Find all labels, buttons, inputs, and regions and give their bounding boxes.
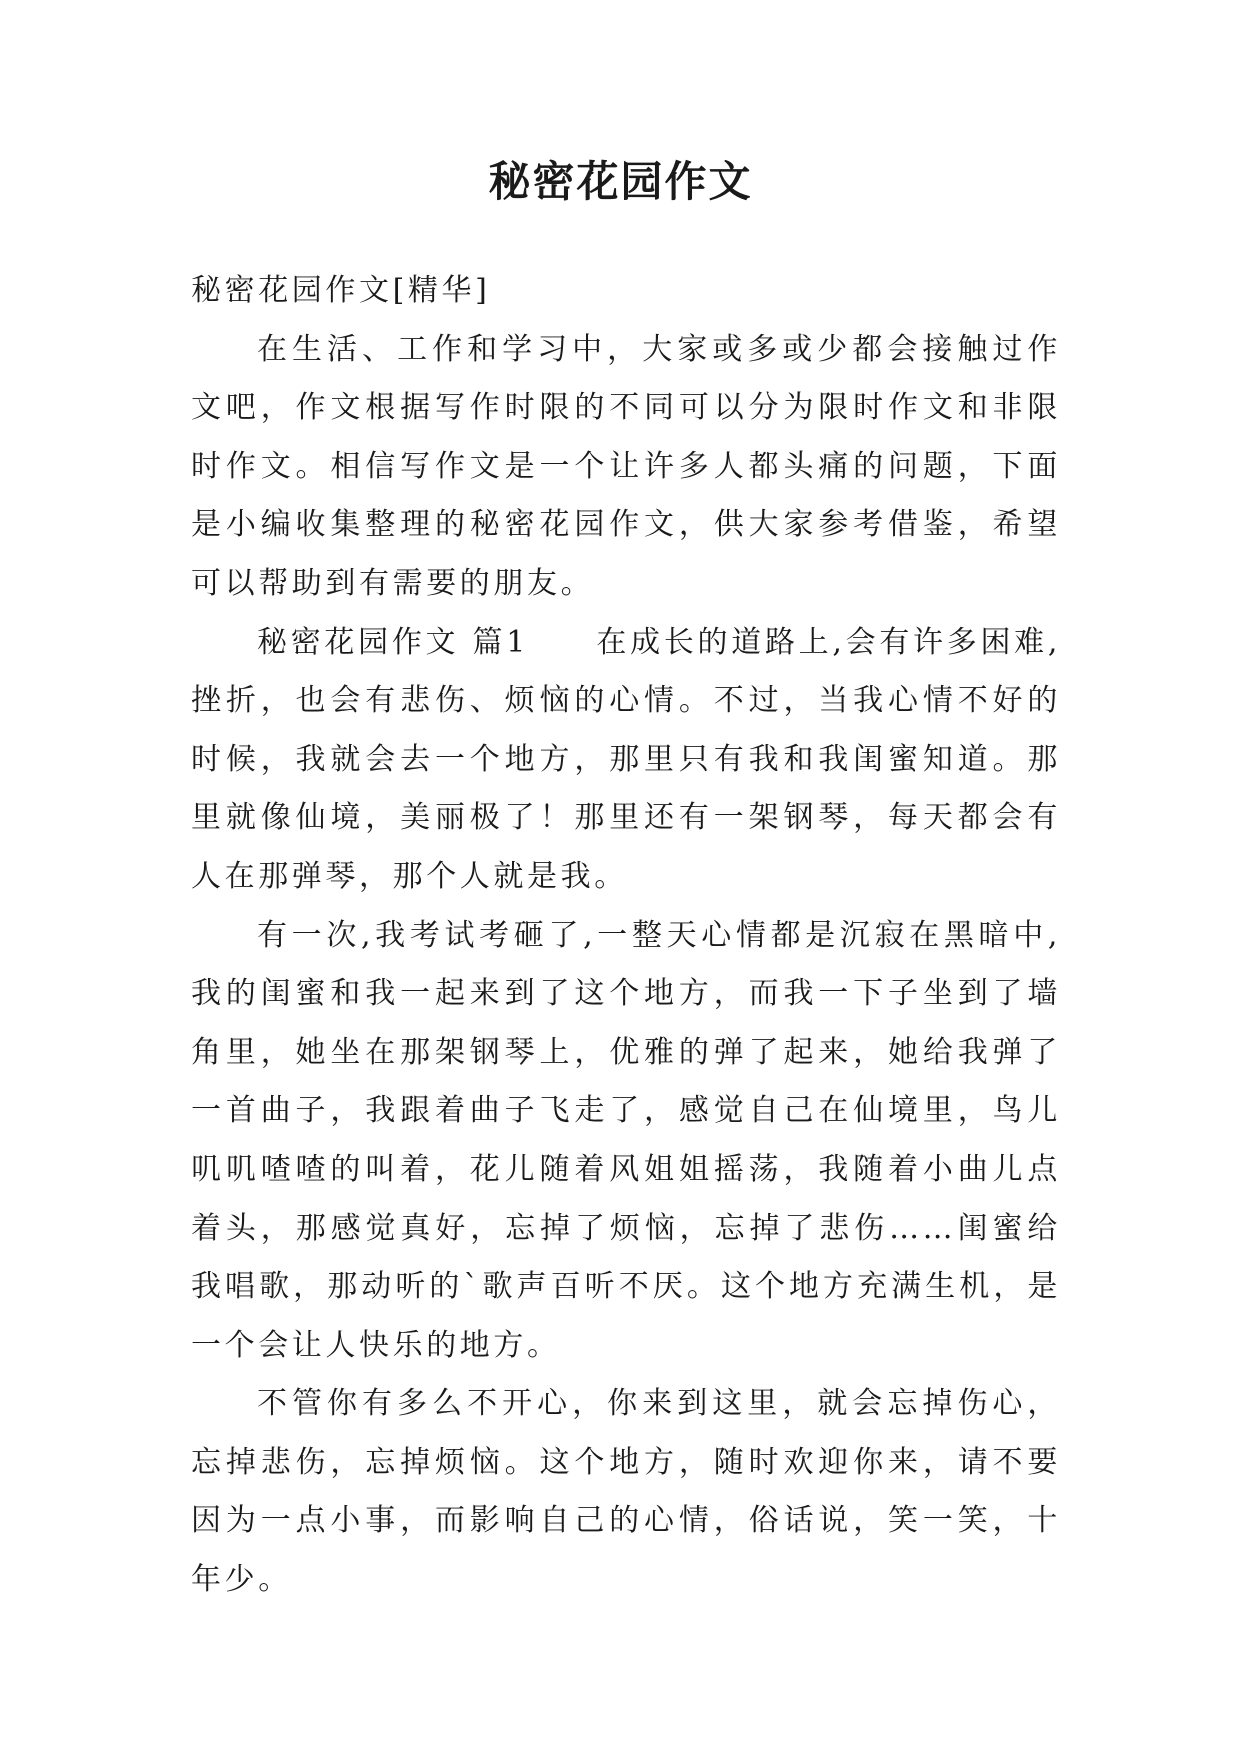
paragraph-essay-2: 有一次,我考试考砸了,一整天心情都是沉寂在黑暗中,我的闺蜜和我一起来到了这个地方，而我一下子坐到了墙角里，她坐在那架钢琴上，优雅的弹了起来，她给我弹了一首曲子，我跟着曲子飞走了，感觉自己在仙境里，鸟儿叽叽喳喳的叫着，花儿随着风姐姐摇荡，我随着小曲儿点着头，那感觉真好，忘掉了烦恼，忘掉了悲伤……闺蜜给我唱歌，那动听的`歌声百听不厌。这个地方充满生机，是一个会让人快乐的地方。 xyxy=(191,917,1061,1363)
paragraph-essay-3: 不管你有多么不开心，你来到这里，就会忘掉伤心，忘掉悲伤，忘掉烦恼。这个地方，随时欢迎你来，请不要因为一点小事，而影响自己的心情，俗话说，笑一笑，十年少。 xyxy=(191,1386,1061,1598)
document-subtitle: 秘密花园作文[精华] xyxy=(191,273,491,308)
paragraph-essay-1: 秘密花园作文 篇1 在成长的道路上,会有许多困难,挫折，也会有悲伤、烦恼的心情。不过，当我心情不好的时候，我就会去一个地方，那里只有我和我闺蜜知道。那里就像仙境，美丽极了！那里还有一架钢琴，每天都会有人在那弹琴，那个人就是我。 xyxy=(191,624,1061,894)
document-title: 秘密花园作文 xyxy=(488,157,753,206)
paragraph-intro: 在生活、工作和学习中，大家或多或少都会接触过作文吧，作文根据写作时限的不同可以分为限时作文和非限时作文。相信写作文是一个让许多人都头痛的问题，下面是小编收集整理的秘密花园作文，供大家参考借鉴，希望可以帮助到有需要的朋友。 xyxy=(191,331,1061,601)
document-body xyxy=(191,262,1061,1610)
